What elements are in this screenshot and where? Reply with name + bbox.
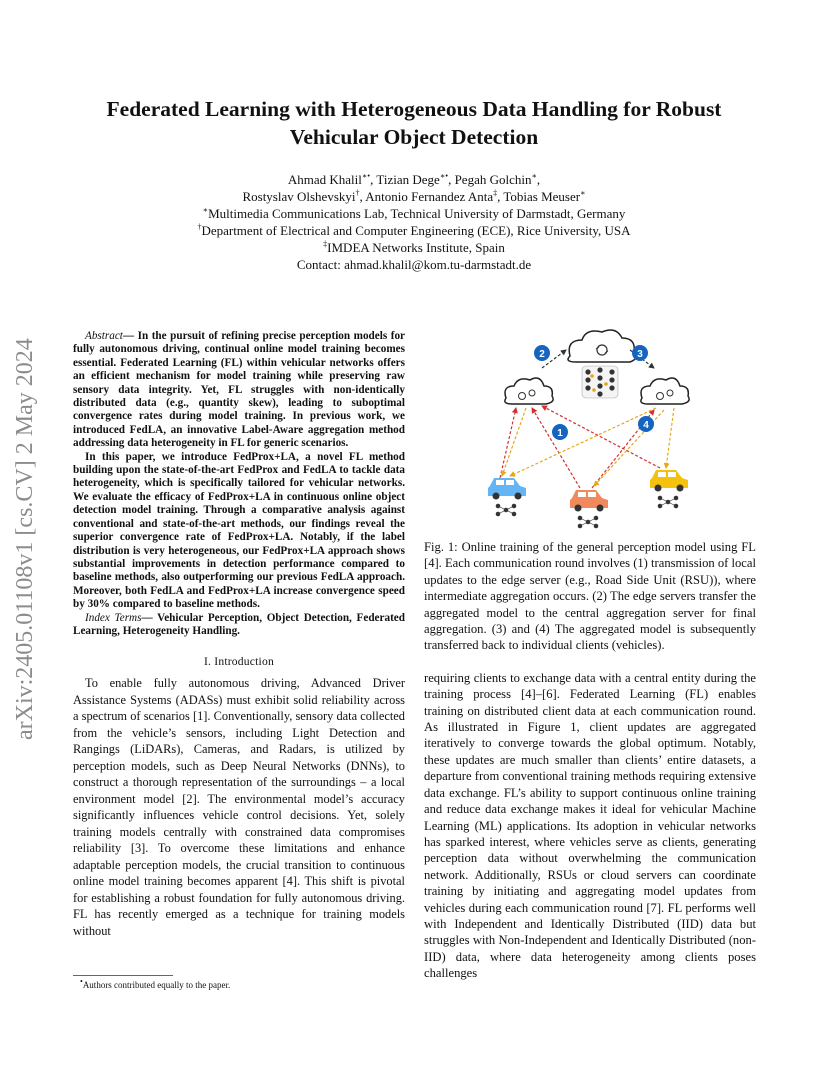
title-line-2: Vehicular Object Detection bbox=[289, 125, 539, 149]
author-name: Rostyslav Olshevskyi bbox=[242, 189, 356, 204]
affiliation-text: IMDEA Networks Institute, Spain bbox=[327, 240, 505, 255]
affiliation-1 bbox=[80, 205, 748, 222]
vehicle-client-blue-icon bbox=[488, 478, 526, 500]
introduction-continued-paragraph: requiring clients to exchange data with a central entity during the training process [4]–[6]. Federated Learning (FL) enables training on distributed client data at each communication round. As illustrated in Figure 1, client updates are aggregated iteratively to converge towards the global optimum. Notably, these updates are much smaller than clients’ entire datasets, a departure from conventional training methods requiring extensive data exchange. FL’s ability to support continuous online training and reduce data exchange makes it ideal for vehicular Machine Learning (ML) applications. Its adoption in vehicular networks has sparked interest, where vehicles serve as clients, generating perception data without overwhelming the communication network. Additionally, RSUs or cloud servers can coordinate training by initiating and aggregating model updates from vehicles during each communication round [7]. FL performs well with Independent and Identically Distributed (IID) data but struggles with Non-Independent and Identically Distributed (non-IID) data, where data heterogeneity among clients poses challenges bbox=[424, 670, 756, 981]
step-badge-label: 1 bbox=[557, 428, 563, 439]
author-name: , Tizian Dege bbox=[370, 172, 440, 187]
footnote-rule bbox=[73, 975, 173, 976]
left-column bbox=[73, 330, 405, 939]
right-column bbox=[424, 539, 756, 982]
step-badge-label: 3 bbox=[637, 349, 643, 360]
affiliation-text: Multimedia Communications Lab, Technical University of Darmstadt, Germany bbox=[208, 206, 626, 221]
author-mark: ∗ bbox=[531, 171, 537, 181]
vehicle-client-yellow-icon bbox=[650, 470, 688, 492]
author-line-1 bbox=[80, 171, 748, 188]
affiliation-3 bbox=[80, 239, 748, 256]
index-terms-text: — Vehicular Perception, Object Detection, Federated Learning, Heterogeneity Handling. bbox=[73, 611, 405, 637]
affiliation-mark: † bbox=[197, 222, 202, 232]
step-badge-label: 2 bbox=[539, 349, 545, 360]
author-name: , Tobias Meuser bbox=[497, 189, 581, 204]
author-block bbox=[80, 171, 748, 273]
edge-server-right-icon bbox=[641, 378, 689, 404]
figure-caption: Fig. 1: Online training of the general perception model using FL [4]. Each communication round involves (1) transmission of local updates to the edge server (e.g., Road Side Unit (RSU)), where intermediate aggregation occurs. (2) The edge servers transfer the aggregated model to the central aggregation server for final aggregation. (3) and (4) The aggregated model is subsequently transferred back to individual clients (vehicles). bbox=[424, 540, 756, 653]
affiliation-mark: ‡ bbox=[323, 239, 328, 249]
introduction-paragraph: To enable fully autonomous driving, Advanced Driver Assistance Systems (ADASs) must exhibit solid reliability across a spectrum of scenarios [1]. Conventionally, sensory data collected from the vehicle’s sensors, including Light Detection and Rangings (LiDARs), Cameras, and Radars, is utilized by perception models, such as Deep Neural Networks (DNNs), to construct a thorough representation of the surroundings – a local environment model [2]. The environmental model’s accuracy significantly influences vehicle control decisions. Yet, solely training models centrally with constrained data compromises reliability [3]. To overcome these limitations and enhance adaptable perception models, the crucial transition to continuous online model training becomes apparent [4]. This shift is pivotal for establishing a robust foundation for fully autonomous driving. FL has recently emerged as a technique for training models without bbox=[73, 676, 405, 938]
paper-title bbox=[60, 95, 768, 151]
local-model-icon bbox=[658, 496, 678, 508]
step-badge-3 bbox=[632, 345, 648, 361]
upload-arrow bbox=[532, 408, 580, 488]
author-line-2 bbox=[80, 188, 748, 205]
footnote-mark: • bbox=[80, 977, 83, 986]
author-name: , Pegah Golchin bbox=[448, 172, 532, 187]
affiliation-text: Department of Electrical and Computer Engineering (ECE), Rice University, USA bbox=[201, 223, 631, 238]
affiliation-2 bbox=[80, 222, 748, 239]
section-heading-introduction: I. Introduction bbox=[204, 655, 274, 669]
author-name: , Antonio Fernandez Anta bbox=[359, 189, 494, 204]
author-mark: ‡ bbox=[493, 188, 498, 198]
footnote-text: Authors contributed equally to the paper. bbox=[82, 980, 231, 990]
contact-email: Contact: ahmad.khalil@kom.tu-darmstadt.de bbox=[296, 257, 532, 272]
abstract-label: Abstract bbox=[85, 330, 123, 342]
central-cloud-server-icon bbox=[568, 330, 636, 362]
download-arrow bbox=[666, 408, 674, 468]
index-terms-label: Index Terms bbox=[85, 611, 142, 624]
title-line-1: Federated Learning with Heterogeneous Data Handling for Robust bbox=[106, 97, 722, 121]
figure-fl-architecture bbox=[470, 328, 732, 538]
edge-server-left-icon bbox=[505, 378, 553, 404]
author-separator: , bbox=[536, 172, 541, 187]
step-badge-2 bbox=[534, 345, 550, 361]
author-name: Ahmad Khalil bbox=[287, 172, 362, 187]
local-model-icon bbox=[496, 504, 516, 516]
abstract-paragraph-1 bbox=[73, 330, 405, 451]
local-model-icon bbox=[578, 516, 598, 528]
step-badge-4 bbox=[638, 416, 654, 432]
step-badge-label: 4 bbox=[643, 420, 649, 431]
author-mark: ∗ bbox=[580, 188, 586, 198]
arxiv-identifier-stamp bbox=[2, 270, 40, 750]
footnote bbox=[80, 977, 231, 990]
index-terms bbox=[73, 612, 405, 639]
author-mark: † bbox=[355, 188, 360, 198]
vehicle-client-orange-icon bbox=[570, 490, 608, 512]
abstract-paragraph-2: In this paper, we introduce FedProx+LA, a novel FL method building upon the state-of-the-art FedProx and FedLA to tackle data heterogeneity, which is specifically tailored for vehicular networks. We evaluate the efficacy of FedProx+LA in continuous online object detection model training. Through a comparative analysis against conventional and state-of-the-art methods, our findings reveal the superior convergence rate of FedProx+LA. Notably, if the label distribution is very heterogeneous, our FedProx+LA approach shows substantial improvements in detection performance compared to baseline methods, also outperforming our previous FedLA approach. Moreover, both FedLA and FedProx+LA increase convergence speed by 30% compared to baseline methods. bbox=[73, 450, 405, 611]
step-badge-1 bbox=[552, 424, 568, 440]
arxiv-identifier-text: arXiv:2405.01108v1 [cs.CV] 2 May 2024 bbox=[12, 338, 38, 740]
neural-network-icon bbox=[582, 366, 618, 398]
author-mark: ∗• bbox=[361, 171, 371, 181]
abstract-text-1: — In the pursuit of refining precise perception models for fully autonomous driving, continual online model training becomes essential. Federated Learning (FL) within vehicular networks offers an efficient mechanism for model training while preserving raw sensory data integrity. Yet, FL struggles with non-identically distributed data (e.g., quantity skew), leading to suboptimal convergence rates during model training. In previous work, we introduced FedLA, an innovative Label-Aware aggregation method addressing data heterogeneity in FL for generic scenarios. bbox=[73, 330, 405, 450]
affiliation-mark: ∗ bbox=[202, 205, 209, 215]
author-mark: ∗• bbox=[439, 171, 449, 181]
download-arrow bbox=[510, 408, 656, 476]
